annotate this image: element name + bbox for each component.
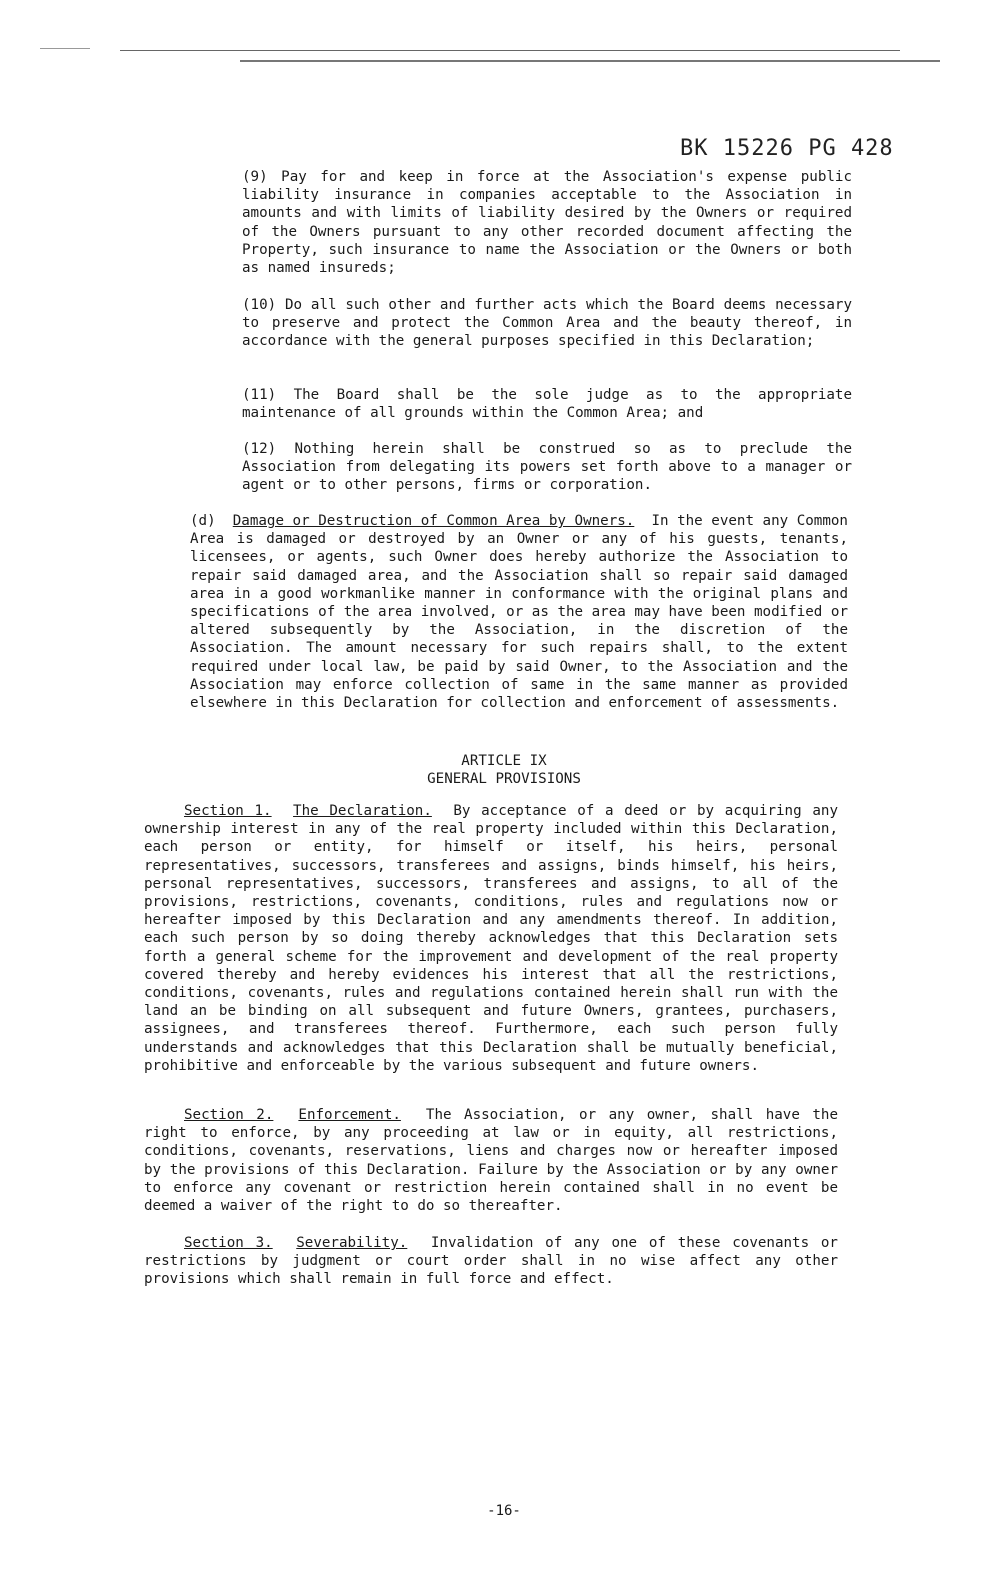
scan-artifact-line <box>120 50 900 51</box>
section-3-body: Invalidation of any one of these covenants or restrictions by judgment or court order shall in no wise affect any other provisions which shall remain in full force and effect. <box>144 1235 838 1288</box>
paragraph-d-label: (d) <box>190 513 216 529</box>
section-2-heading: Section 2. <box>184 1107 274 1123</box>
book-page-stamp: BK 15226 PG 428 <box>680 136 894 161</box>
section-3 <box>144 1234 838 1289</box>
section-3-title: Severability. <box>296 1235 408 1251</box>
paragraph-d <box>190 512 848 712</box>
section-1-heading: Section 1. <box>184 803 272 819</box>
section-2-body: The Association, or any owner, shall have the right to enforce, by any proceeding at law or in equity, all restrictions, conditions, covenants, reservations, liens and charges now or hereafter imposed by the provisions of this Declaration. Failure by the Association or by any owner to enforce any covenant or restriction herein contained shall in no event be deemed a waiver of the right to do so thereafter. <box>144 1107 839 1215</box>
section-3-heading: Section 3. <box>184 1235 273 1251</box>
section-1-title: The Declaration. <box>293 803 432 819</box>
scan-artifact-line <box>40 48 90 49</box>
paragraph-d-body: In the event any Common Area is damaged or destroyed by an Owner or any of his guests, tenants, licensees, or agents, such Owner does hereby authorize the Association to repair said damaged area, and the Association shall so repair said damaged area in a good workmanlike manner in conformance with the original plans and specifications of the area involved, or as the area may have been modified or altered subsequently by the Association, in the discretion of the Association. The amount necessary for such repairs shall, to the extent required under local law, be paid by said Owner, to the Association and the Association may enforce collection of same in the same manner as provided elsewhere in this Declaration for collection and enforcement of assessments. <box>190 513 848 712</box>
paragraph-12: (12) Nothing herein shall be construed so as to preclude the Association from delegating its powers set forth above to a manager or agent or to other persons, firms or corporation. <box>242 441 852 494</box>
section-1-body: By acceptance of a deed or by acquiring any ownership interest in any of the real property included within this Declaration, each person or entity, for himself or itself, his heirs, personal representatives, successors, transferees and assigns, binds himself, his heirs, personal representatives, successors, transferees and assigns, to all of the provisions, restrictions, covenants, conditions, rules and regulations now or hereafter imposed by this Declaration and any amendments thereof. In addition, each such person by so doing thereby acknowledges that this Declaration sets forth a general scheme for the improvement and development of the real property covered thereby and hereby evidences his interest that all the restrictions, conditions, covenants, rules and regulations contained herein shall run with the land an be binding on all subsequent and future Owners, grantees, purchasers, assignees, and transferees thereof. Furthermore, each such person fully understands and acknowledges that this Declaration shall be mutually beneficial, prohibitive and enforceable by the various subsequent and future owners. <box>144 803 838 1074</box>
scan-artifact-line <box>240 60 940 62</box>
section-2 <box>144 1106 838 1215</box>
article-number: ARTICLE IX <box>461 753 547 769</box>
paragraph-10: (10) Do all such other and further acts which the Board deems necessary to preserve and protect the Common Area and the beauty thereof, in accordance with the general purposes specified in this Declaration; <box>242 297 852 350</box>
paragraph-d-title: Damage or Destruction of Common Area by Owners. <box>232 513 635 529</box>
section-2-title: Enforcement. <box>298 1107 401 1123</box>
paragraph-11: (11) The Board shall be the sole judge as to the appropriate maintenance of all grounds within the Common Area; and <box>242 387 852 422</box>
section-1 <box>144 802 838 1075</box>
article-title: GENERAL PROVISIONS <box>427 771 581 787</box>
paragraph-9: (9) Pay for and keep in force at the Association's expense public liability insurance in companies acceptable to the Association in amounts and with limits of liability desired by the Owners or required of the Owners pursuant to any other recorded document affecting the Property, such insurance to name the Association or the Owners or both as named insureds; <box>242 169 852 277</box>
page-number: -16- <box>487 1503 521 1519</box>
